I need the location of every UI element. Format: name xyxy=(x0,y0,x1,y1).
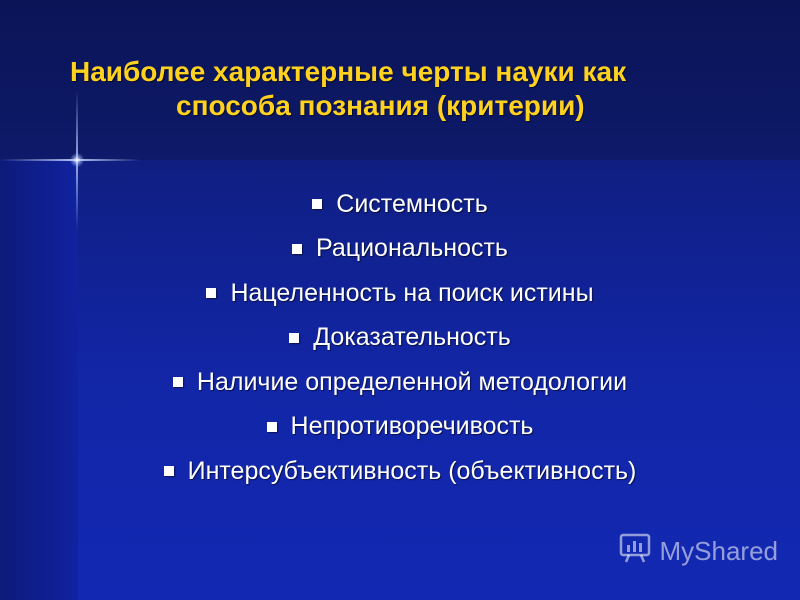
criteria-list xyxy=(0,182,800,494)
list-item-text: Доказательность xyxy=(313,323,511,352)
sparkle-icon xyxy=(70,153,84,167)
list-item xyxy=(0,360,800,405)
slide-title-line-2: способа познания (критерии) xyxy=(176,90,585,121)
list-item xyxy=(0,227,800,272)
bullet-square-icon xyxy=(164,466,174,476)
list-item xyxy=(0,405,800,450)
bullet-square-icon xyxy=(292,244,302,254)
bullet-square-icon xyxy=(206,288,216,298)
list-item xyxy=(0,316,800,361)
slide-title xyxy=(70,55,750,123)
bullet-square-icon xyxy=(267,422,277,432)
list-item-text: Рациональность xyxy=(316,234,508,263)
list-item xyxy=(0,182,800,227)
list-item xyxy=(0,449,800,494)
presentation-board-icon xyxy=(618,531,660,572)
list-item-text: Непротиворечивость xyxy=(290,412,534,441)
list-item xyxy=(0,271,800,316)
watermark xyxy=(618,531,779,572)
slide-title-line-1: Наиболее характерные черты науки как xyxy=(70,56,627,87)
bullet-square-icon xyxy=(289,333,299,343)
list-item-text: Наличие определенной методологии xyxy=(196,367,628,396)
list-item-text: Нацеленность на поиск истины xyxy=(230,278,594,307)
bullet-square-icon xyxy=(173,377,183,387)
list-item-text: Системность xyxy=(336,189,488,218)
watermark-text: MyShared xyxy=(659,536,778,566)
bullet-square-icon xyxy=(312,199,322,209)
list-item-text: Интерсубъективность (объективность) xyxy=(187,456,637,485)
